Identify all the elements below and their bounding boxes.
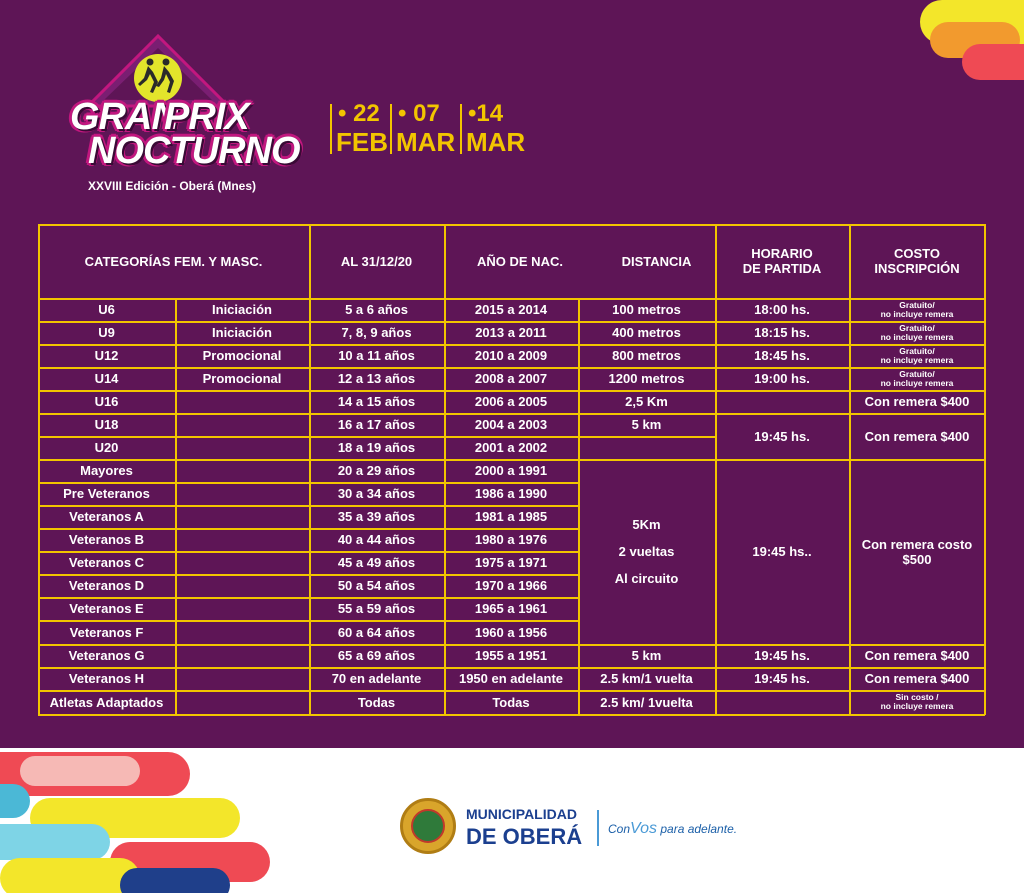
table-rule (38, 413, 578, 415)
table-rule (715, 690, 849, 692)
table-rule (38, 482, 578, 484)
row-horario: 18:00 hs. (754, 302, 810, 317)
distancia-mayores-line: 5Km (632, 517, 661, 532)
row-edad: Todas (357, 694, 396, 710)
row-costo (849, 367, 985, 390)
municipality-name-line2: DE OBERÁ (466, 824, 583, 849)
header-costo-line: INSCRIPCIÓN (874, 261, 960, 276)
table-rule (849, 667, 985, 669)
date-3 (460, 100, 526, 157)
row-categoria: U6 (98, 302, 115, 317)
row-nac: 1980 a 1976 (474, 532, 548, 547)
row-categoria: U16 (94, 394, 119, 409)
slogan: ConVos para adelante. (608, 820, 738, 837)
row-distancia: 5 km (631, 417, 662, 432)
row-costo: Con remera $400 (864, 671, 970, 686)
table-rule (38, 690, 578, 692)
row-costo-line: no incluye remera (880, 354, 954, 365)
header-categorias: CATEGORÍAS FEM. Y MASC. (84, 253, 263, 269)
row-tipo (175, 667, 309, 690)
header-distancia: DISTANCIA (621, 253, 692, 269)
row-costo (849, 344, 985, 367)
table-rule (715, 344, 849, 346)
date-2 (390, 100, 456, 157)
row-categoria: Pre Veteranos (63, 486, 150, 501)
table-rule (578, 436, 715, 438)
row-costo-line: no incluye remera (880, 331, 954, 342)
table-rule (38, 667, 578, 669)
row-nac: 2001 a 2002 (474, 440, 548, 455)
row-tipo (175, 690, 309, 714)
row-categoria: Veteranos B (68, 532, 145, 547)
row-edad: 55 a 59 años (337, 601, 416, 616)
table-rule (38, 459, 578, 461)
row-costo (849, 321, 985, 344)
row-costo-line: no incluye remera (880, 308, 954, 319)
header-al: AL 31/12/20 (340, 253, 413, 269)
row-edad: 7, 8, 9 años (341, 325, 412, 340)
row-edad: 16 a 17 años (337, 417, 416, 432)
table-rule (849, 690, 985, 692)
row-distancia: 2,5 Km (625, 394, 668, 409)
table-rule (715, 367, 849, 369)
row-costo-line: Gratuito/ (899, 322, 935, 333)
distancia-mayores-line: Al circuito (614, 571, 679, 586)
row-categoria: Veteranos G (68, 648, 145, 663)
row-distancia: 5 km (631, 648, 662, 663)
row-tipo (175, 505, 309, 528)
row-edad: 60 a 64 años (337, 624, 416, 640)
date-month: MAR (396, 127, 456, 157)
table-rule (849, 344, 985, 346)
row-costo-line: Sin costo / (895, 692, 939, 702)
gran-prix-logo (58, 34, 300, 204)
row-tipo (175, 597, 309, 620)
distancia-mayores (578, 459, 715, 644)
row-costo (849, 690, 985, 714)
costo-mayores (849, 459, 985, 644)
row-edad: 20 a 29 años (337, 463, 416, 478)
date-day: • 07 (398, 100, 440, 127)
row-horario: 18:45 hs. (754, 348, 810, 363)
row-edad: 14 a 15 años (337, 394, 416, 409)
row-distancia: 2.5 km/ 1vuelta (600, 694, 693, 710)
table-rule (849, 321, 985, 323)
logo-prix: PRIX (164, 96, 249, 138)
table-rule (309, 224, 311, 298)
table-rule (38, 644, 578, 646)
row-horario (715, 390, 849, 413)
row-nac: 1960 a 1956 (474, 624, 548, 640)
table-rule (578, 321, 715, 323)
header-horario-line: HORARIO (751, 246, 813, 261)
decor-pill-lightblue (0, 824, 110, 860)
row-edad: 45 a 49 años (337, 555, 416, 570)
table-rule (578, 644, 715, 646)
table-rule (849, 459, 985, 461)
table-rule (38, 574, 578, 576)
costo-mayores-line: Con remera costo (861, 536, 973, 552)
row-categoria: U20 (94, 440, 119, 455)
date-separator (460, 104, 462, 154)
row-nac: 1981 a 1985 (474, 509, 548, 524)
decor-pill-yellow2 (0, 858, 140, 893)
row-tipo (175, 482, 309, 505)
categories-table (38, 224, 985, 714)
costo-u18-u20: Con remera $400 (864, 428, 970, 444)
row-edad: 70 en adelante (331, 671, 422, 686)
row-categoria: Mayores (80, 463, 133, 478)
date-day: • 22 (338, 100, 380, 127)
table-rule (849, 413, 985, 415)
row-distancia: 400 metros (612, 325, 681, 340)
table-rule (578, 690, 715, 692)
row-tipo (175, 551, 309, 574)
row-nac: 2008 a 2007 (474, 371, 548, 386)
row-edad: 18 a 19 años (337, 440, 416, 455)
horario-u18-u20: 19:45 hs. (754, 428, 810, 444)
decor-pill-pink (20, 756, 140, 786)
row-edad: 35 a 39 años (337, 509, 416, 524)
table-rule (849, 224, 851, 298)
header-horario (715, 224, 849, 298)
table-rule (38, 321, 578, 323)
logo-gran: GRAN (70, 96, 178, 138)
header-horario-line: DE PARTIDA (742, 261, 822, 276)
table-rule (38, 620, 578, 622)
decor-pill-blue (0, 784, 30, 818)
row-costo-line: Gratuito/ (899, 368, 935, 379)
row-tipo (175, 574, 309, 597)
row-horario (715, 690, 849, 714)
table-rule (715, 667, 849, 669)
table-rule (578, 667, 715, 669)
row-nac: 2010 a 2009 (474, 348, 548, 363)
table-rule (578, 298, 580, 714)
table-rule (38, 714, 985, 716)
date-day: •14 (468, 100, 504, 127)
horario-mayores: 19:45 hs.. (752, 544, 812, 559)
row-costo-line: no incluye remera (880, 701, 954, 711)
row-costo-line: Gratuito/ (899, 345, 935, 356)
row-horario: 19:45 hs. (754, 671, 810, 686)
table-rule (849, 390, 985, 392)
row-tipo (175, 644, 309, 667)
row-tipo (175, 528, 309, 551)
logo-edition: XXVIII Edición - Oberá (Mnes) (88, 179, 257, 193)
row-tipo: Iniciación (212, 325, 272, 340)
table-rule (444, 224, 446, 298)
row-nac: 1975 a 1971 (474, 555, 548, 570)
row-distancia: 1200 metros (608, 371, 685, 386)
row-categoria: Veteranos C (68, 555, 145, 570)
row-nac: 1950 en adelante (458, 671, 564, 686)
row-tipo (175, 436, 309, 459)
row-categoria: Veteranos F (69, 624, 144, 640)
table-rule (578, 459, 715, 461)
row-categoria: Veteranos E (69, 601, 144, 616)
row-nac: 1986 a 1990 (474, 486, 548, 501)
table-rule (38, 367, 578, 369)
row-tipo (175, 390, 309, 413)
row-categoria: U14 (94, 371, 119, 386)
table-rule (38, 551, 578, 553)
row-nac: 2006 a 2005 (474, 394, 548, 409)
row-nac: 2004 a 2003 (474, 417, 548, 432)
row-edad: 12 a 13 años (337, 371, 416, 386)
decor-pill-red (962, 44, 1024, 80)
table-rule (38, 224, 985, 226)
row-categoria: Veteranos D (68, 578, 145, 593)
row-nac: 1955 a 1951 (474, 648, 548, 663)
table-rule (849, 644, 985, 646)
municipality-seal-icon (400, 798, 456, 854)
row-costo-line: no incluye remera (880, 377, 954, 388)
date-month: FEB (336, 127, 388, 157)
table-rule (715, 459, 849, 461)
table-rule (715, 321, 849, 323)
municipality-name-line1: MUNICIPALIDAD (466, 806, 577, 822)
table-rule (38, 436, 578, 438)
table-rule (38, 298, 985, 300)
row-horario: 18:15 hs. (754, 325, 810, 340)
footer-separator (597, 810, 599, 846)
row-distancia: 800 metros (612, 348, 681, 363)
row-tipo: Iniciación (212, 302, 272, 317)
distancia-mayores-line: 2 vueltas (618, 544, 675, 559)
row-costo: Con remera $400 (864, 648, 970, 663)
table-rule (849, 298, 851, 714)
header-nac: AÑO DE NAC. (477, 253, 563, 269)
row-nac: Todas (492, 694, 530, 710)
row-edad: 30 a 34 años (337, 486, 416, 501)
row-costo (849, 298, 985, 321)
row-categoria: Veteranos H (68, 671, 145, 686)
row-edad: 5 a 6 años (345, 302, 408, 317)
logo-nocturno: NOCTURNO (88, 130, 300, 172)
row-categoria: Veteranos A (69, 509, 144, 524)
row-nac: 1965 a 1961 (474, 601, 548, 616)
row-tipo (175, 413, 309, 436)
table-rule (578, 367, 715, 369)
table-rule (578, 413, 715, 415)
date-1 (330, 100, 392, 156)
row-edad: 40 a 44 años (337, 532, 416, 547)
row-categoria: U9 (98, 325, 115, 340)
row-distancia: 2.5 km/1 vuelta (600, 671, 693, 686)
row-horario: 19:45 hs. (754, 648, 810, 663)
table-rule (578, 344, 715, 346)
table-rule (849, 367, 985, 369)
table-rule (38, 390, 578, 392)
date-month: MAR (466, 127, 526, 157)
row-costo: Con remera $400 (864, 394, 970, 409)
decor-pill-navy (120, 868, 230, 893)
row-distancia (578, 436, 715, 459)
footer (0, 748, 1024, 893)
date-separator (390, 104, 392, 154)
table-rule (38, 528, 578, 530)
row-edad: 65 a 69 años (337, 648, 416, 663)
row-nac: 2000 a 1991 (474, 463, 548, 478)
table-rule (38, 597, 578, 599)
row-horario: 19:00 hs. (754, 371, 810, 386)
row-costo-line: Gratuito/ (899, 299, 935, 310)
row-categoria: U12 (94, 348, 119, 363)
row-nac: 2015 a 2014 (474, 302, 548, 317)
row-edad: 10 a 11 años (338, 348, 415, 363)
table-rule (715, 413, 849, 415)
header-costo (849, 224, 985, 298)
row-tipo: Promocional (202, 371, 282, 386)
table-rule (38, 505, 578, 507)
costo-mayores-line: $500 (902, 551, 932, 567)
row-distancia: 100 metros (612, 302, 681, 317)
row-edad: 50 a 54 años (337, 578, 416, 593)
table-rule (715, 644, 849, 646)
table-rule (578, 390, 715, 392)
row-categoria: Atletas Adaptados (49, 694, 164, 710)
row-nac: 1970 a 1966 (474, 578, 548, 593)
header-costo-line: COSTO (894, 246, 940, 261)
row-tipo (175, 620, 309, 644)
table-rule (38, 344, 578, 346)
table-rule (715, 298, 717, 714)
table-rule (715, 390, 849, 392)
row-tipo (175, 459, 309, 482)
row-nac: 2013 a 2011 (475, 325, 547, 340)
row-categoria: U18 (94, 417, 119, 432)
date-separator (330, 104, 332, 154)
row-tipo: Promocional (202, 348, 282, 363)
table-rule (715, 224, 717, 298)
